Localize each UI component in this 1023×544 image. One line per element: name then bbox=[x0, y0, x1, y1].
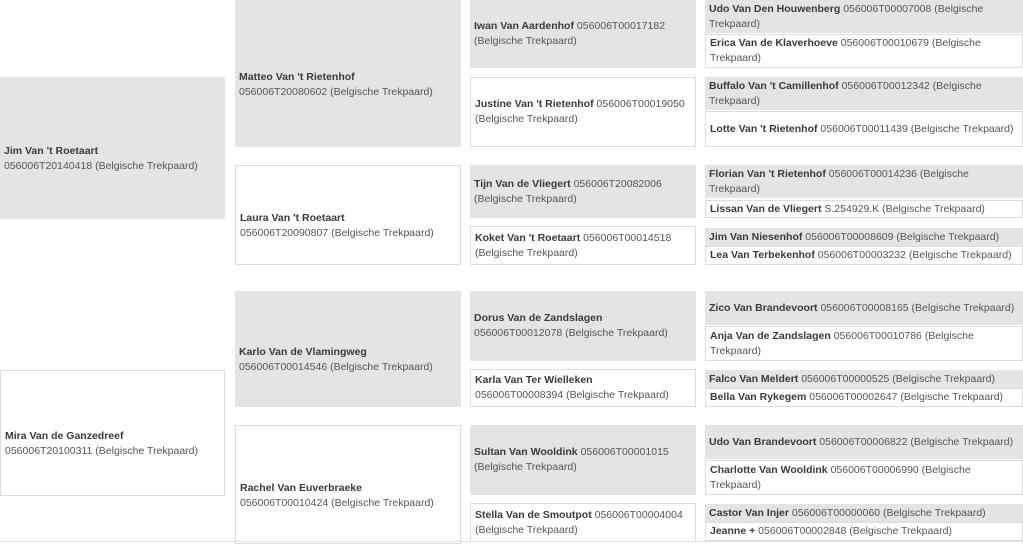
horse-id: 056006T00017182 (Belgische Trekpaard) bbox=[474, 20, 666, 47]
horse-id: 056006T00014518 (Belgische Trekpaard) bbox=[475, 231, 672, 259]
pedigree-sddd[interactable] bbox=[705, 246, 1023, 265]
bottom-divider bbox=[0, 541, 1023, 542]
pedigree-entry bbox=[475, 373, 669, 403]
horse-name[interactable]: Iwan Van Aardenhof bbox=[474, 20, 574, 32]
horse-id: 056006T00010679 (Belgische Trekpaard) bbox=[710, 37, 981, 64]
pedigree-entry bbox=[239, 323, 433, 375]
horse-name[interactable]: Laura Van 't Roetaart bbox=[240, 212, 345, 224]
horse-name[interactable]: Koket Van 't Roetaart bbox=[475, 231, 581, 244]
horse-name[interactable]: Tijn Van de Vliegert bbox=[474, 177, 571, 190]
horse-name[interactable]: Dorus Van de Zandslagen bbox=[474, 312, 603, 324]
pedigree-dsdd[interactable] bbox=[705, 388, 1023, 407]
horse-name[interactable]: Buffalo Van 't Camillenhof bbox=[709, 79, 839, 92]
pedigree-dam-sire[interactable] bbox=[235, 291, 461, 407]
pedigree-sdd[interactable] bbox=[470, 226, 696, 265]
horse-name[interactable]: Charlotte Van Wooldink bbox=[710, 463, 828, 476]
horse-id: 056006T00008394 (Belgische Trekpaard) bbox=[475, 389, 669, 401]
pedigree-ssdd[interactable] bbox=[705, 111, 1023, 147]
horse-name[interactable]: Castor Van Injer bbox=[709, 506, 789, 519]
pedigree-entry bbox=[710, 463, 1018, 493]
horse-id: 056006T00002647 (Belgische Trekpaard) bbox=[809, 391, 1004, 403]
horse-name[interactable]: Lotte Van 't Rietenhof bbox=[710, 122, 818, 135]
horse-id: 056006T00006822 (Belgische Trekpaard) bbox=[819, 435, 1014, 448]
horse-id: 056006T20080602 (Belgische Trekpaard) bbox=[239, 85, 433, 98]
pedigree-entry bbox=[240, 459, 434, 511]
horse-id: 056006T00007008 (Belgische Trekpaard) bbox=[709, 2, 984, 30]
horse-name[interactable]: Karlo Van de Vlamingweg bbox=[239, 346, 367, 358]
horse-id: 056006T00014236 (Belgische Trekpaard) bbox=[709, 167, 969, 195]
pedigree-ssd[interactable] bbox=[470, 77, 696, 147]
horse-id: 056006T00001015 (Belgische Trekpaard) bbox=[474, 446, 669, 473]
horse-name[interactable]: Matteo Van 't Rietenhof bbox=[239, 70, 355, 83]
pedigree-entry bbox=[474, 19, 692, 49]
horse-id: 056006T00006990 (Belgische Trekpaard) bbox=[710, 463, 971, 491]
pedigree-ssss[interactable] bbox=[705, 0, 1023, 33]
pedigree-ddss[interactable] bbox=[705, 425, 1023, 459]
pedigree-entry bbox=[709, 435, 1013, 450]
pedigree-entry bbox=[710, 524, 952, 539]
horse-name[interactable]: Justine Van 't Rietenhof bbox=[475, 98, 594, 110]
horse-id: 056006T00004004 (Belgische Trekpaard) bbox=[475, 508, 683, 536]
pedigree-entry bbox=[709, 230, 999, 245]
horse-name[interactable]: Jeanne + bbox=[710, 525, 756, 537]
horse-id: 056006T00012078 (Belgische Trekpaard) bbox=[474, 327, 668, 339]
horse-name[interactable]: Bella Van Rykegem bbox=[710, 391, 807, 403]
horse-name[interactable]: Mira Van de Ganzedreef bbox=[5, 430, 124, 442]
pedigree-entry bbox=[709, 372, 995, 387]
horse-id: 056006T00010424 (Belgische Trekpaard) bbox=[240, 496, 434, 509]
pedigree-dddd[interactable] bbox=[705, 522, 1023, 541]
horse-id: S.254929.K (Belgische Trekpaard) bbox=[824, 202, 985, 215]
horse-name[interactable]: Lea Van Terbekenhof bbox=[710, 249, 815, 261]
pedigree-entry bbox=[710, 248, 1012, 263]
pedigree-entry bbox=[709, 506, 986, 521]
pedigree-entry bbox=[474, 311, 668, 341]
horse-name[interactable]: Lissan Van de Vliegert bbox=[710, 202, 822, 215]
horse-id: 056006T00002848 (Belgische Trekpaard) bbox=[758, 525, 952, 537]
horse-id: 056006T00019050 (Belgische Trekpaard) bbox=[475, 98, 685, 125]
pedigree-sds[interactable] bbox=[470, 165, 696, 218]
horse-id: 056006T00003232 (Belgische Trekpaard) bbox=[817, 249, 1012, 261]
pedigree-dam[interactable] bbox=[0, 370, 225, 496]
pedigree-entry bbox=[5, 407, 198, 459]
pedigree-ddd[interactable] bbox=[470, 503, 696, 542]
horse-id: 056006T00008609 (Belgische Trekpaard) bbox=[805, 230, 1000, 243]
pedigree-sire-dam[interactable] bbox=[235, 165, 461, 265]
horse-id: 056006T20082006 (Belgische Trekpaard) bbox=[474, 177, 662, 205]
pedigree-entry bbox=[709, 79, 1019, 109]
pedigree-sire[interactable] bbox=[0, 77, 225, 219]
pedigree-dam-dam[interactable] bbox=[235, 425, 461, 544]
horse-name[interactable]: Stella Van de Smoutpot bbox=[475, 508, 592, 521]
pedigree-entry bbox=[709, 167, 1019, 197]
pedigree-sss[interactable] bbox=[470, 0, 696, 68]
pedigree-sdsd[interactable] bbox=[705, 200, 1023, 218]
pedigree-ddds[interactable] bbox=[705, 504, 1023, 522]
pedigree-entry bbox=[709, 301, 1014, 316]
horse-name[interactable]: Anja Van de Zandslagen bbox=[710, 329, 831, 342]
horse-name[interactable]: Falco Van Meldert bbox=[709, 372, 799, 385]
horse-name[interactable]: Zico Van Brandevoort bbox=[709, 301, 818, 314]
horse-id: 056006T00000525 (Belgische Trekpaard) bbox=[801, 372, 996, 385]
pedigree-sdss[interactable] bbox=[705, 165, 1023, 198]
horse-name[interactable]: Udo Van Den Houwenberg bbox=[709, 2, 841, 15]
pedigree-dssd[interactable] bbox=[705, 326, 1023, 361]
horse-id: 056006T00010786 (Belgische Trekpaard) bbox=[710, 329, 974, 357]
pedigree-sdds[interactable] bbox=[705, 228, 1023, 246]
horse-name[interactable]: Jim Van Niesenhof bbox=[709, 230, 803, 243]
pedigree-entry bbox=[710, 36, 1018, 66]
horse-name[interactable]: Sultan Van Wooldink bbox=[474, 446, 578, 458]
pedigree-dsds[interactable] bbox=[705, 370, 1023, 388]
horse-name[interactable]: Udo Van Brandevoort bbox=[709, 435, 817, 448]
pedigree-entry bbox=[474, 177, 692, 207]
horse-name[interactable]: Karla Van Ter Wielleken bbox=[475, 374, 593, 386]
pedigree-entry bbox=[239, 48, 433, 100]
horse-id: 056006T00008165 (Belgische Trekpaard) bbox=[820, 301, 1015, 314]
pedigree-sire-sire[interactable] bbox=[235, 0, 461, 147]
horse-id: 056006T00000060 (Belgische Trekpaard) bbox=[791, 506, 986, 519]
pedigree-ssds[interactable] bbox=[705, 77, 1023, 110]
horse-name[interactable]: Florian Van 't Rietenhof bbox=[709, 167, 826, 180]
pedigree-entry bbox=[475, 231, 691, 261]
horse-id: 056006T00014546 (Belgische Trekpaard) bbox=[239, 361, 433, 373]
pedigree-entry bbox=[710, 202, 985, 217]
horse-id: 056006T20090807 (Belgische Trekpaard) bbox=[240, 227, 434, 239]
pedigree-entry bbox=[474, 445, 692, 475]
pedigree-entry bbox=[709, 2, 1019, 32]
horse-id: 056006T20100311 (Belgische Trekpaard) bbox=[5, 445, 199, 457]
horse-id: 056006T00011439 (Belgische Trekpaard) bbox=[820, 122, 1014, 135]
pedigree-dsd[interactable] bbox=[470, 369, 696, 407]
pedigree-ddsd[interactable] bbox=[705, 460, 1023, 495]
horse-name[interactable]: Jim Van 't Roetaart bbox=[4, 145, 99, 157]
pedigree-dds[interactable] bbox=[470, 425, 696, 495]
pedigree-entry bbox=[710, 329, 1018, 359]
pedigree-entry bbox=[240, 189, 434, 241]
pedigree-dsss[interactable] bbox=[705, 291, 1023, 325]
horse-id: 056006T00012342 (Belgische Trekpaard) bbox=[709, 79, 982, 107]
pedigree-entry bbox=[4, 122, 198, 174]
horse-id: 056006T20140418 (Belgische Trekpaard) bbox=[4, 160, 198, 172]
pedigree-dss[interactable] bbox=[470, 291, 696, 361]
horse-name[interactable]: Rachel Van Euverbraeke bbox=[240, 481, 362, 494]
pedigree-entry bbox=[475, 97, 691, 127]
pedigree-entry bbox=[710, 122, 1013, 137]
pedigree-sssd[interactable] bbox=[705, 34, 1023, 68]
horse-name[interactable]: Erica Van de Klaverhoeve bbox=[710, 37, 838, 49]
pedigree-entry bbox=[475, 508, 691, 538]
pedigree-entry bbox=[710, 390, 1003, 405]
